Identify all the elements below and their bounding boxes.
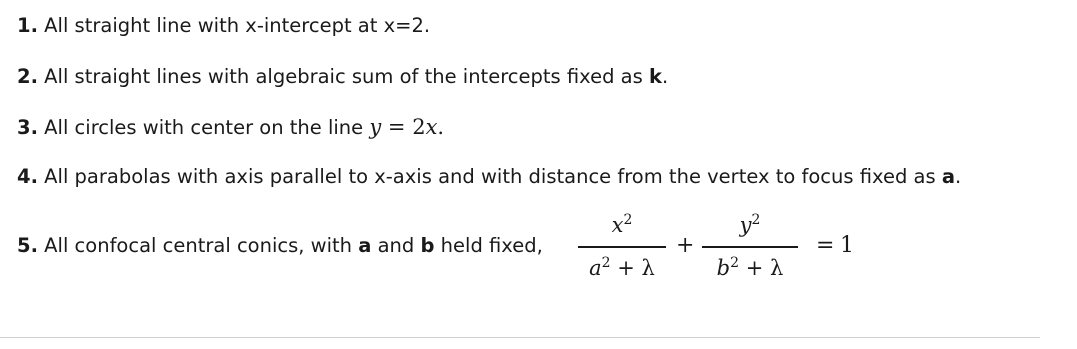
item-number: 4. [17, 165, 38, 188]
fraction-bar [578, 246, 666, 248]
fraction-bar [702, 246, 798, 248]
item-number: 2. [17, 65, 38, 88]
item-text: All straight lines with algebraic sum of the intercepts fixed as [37, 65, 649, 88]
item-bold-term: a [941, 165, 956, 188]
item-bold-term: k [649, 65, 662, 88]
denominator-a: $a^2 + \lambda$ [589, 255, 655, 280]
list-item-5 [17, 234, 543, 258]
item-text: All circles with center on the line [37, 116, 370, 139]
item-end: . [955, 165, 962, 188]
item-mid: and [371, 234, 421, 257]
math-equals: = 2 [381, 115, 426, 139]
math-var-y: y [369, 115, 382, 139]
item-tail: held fixed, [434, 234, 543, 257]
fraction-y [702, 208, 798, 288]
list-item-2 [17, 65, 668, 89]
list-item-4 [17, 165, 961, 189]
item-end: . [437, 115, 445, 139]
denominator-b: $b^2 + \lambda$ [716, 255, 784, 280]
numerator-y: $y^2$ [739, 212, 761, 237]
item-end: . [661, 65, 669, 88]
equals-operator: = [816, 233, 835, 258]
math-var-x: x [425, 115, 438, 139]
item-text: All straight line with x-intercept at x=2. [37, 14, 431, 37]
inline-math [369, 115, 444, 139]
item-number: 1. [17, 14, 38, 37]
bottom-divider [0, 337, 1040, 338]
item-number: 5. [17, 234, 38, 257]
plus-operator: + [676, 233, 695, 258]
item-number: 3. [17, 116, 38, 139]
fraction-x [578, 208, 666, 288]
item-bold-b: b [420, 234, 435, 257]
list-item-1 [17, 14, 430, 38]
item-text: All parabolas with axis parallel to x-axis and with distance from the vertex to focus fixed as [37, 165, 942, 188]
item-bold-a: a [358, 234, 372, 257]
rhs-value: 1 [840, 233, 854, 258]
numerator-x: $x^2$ [611, 212, 633, 237]
list-item-3 [17, 115, 444, 140]
item-text: All confocal central conics, with [37, 234, 359, 257]
